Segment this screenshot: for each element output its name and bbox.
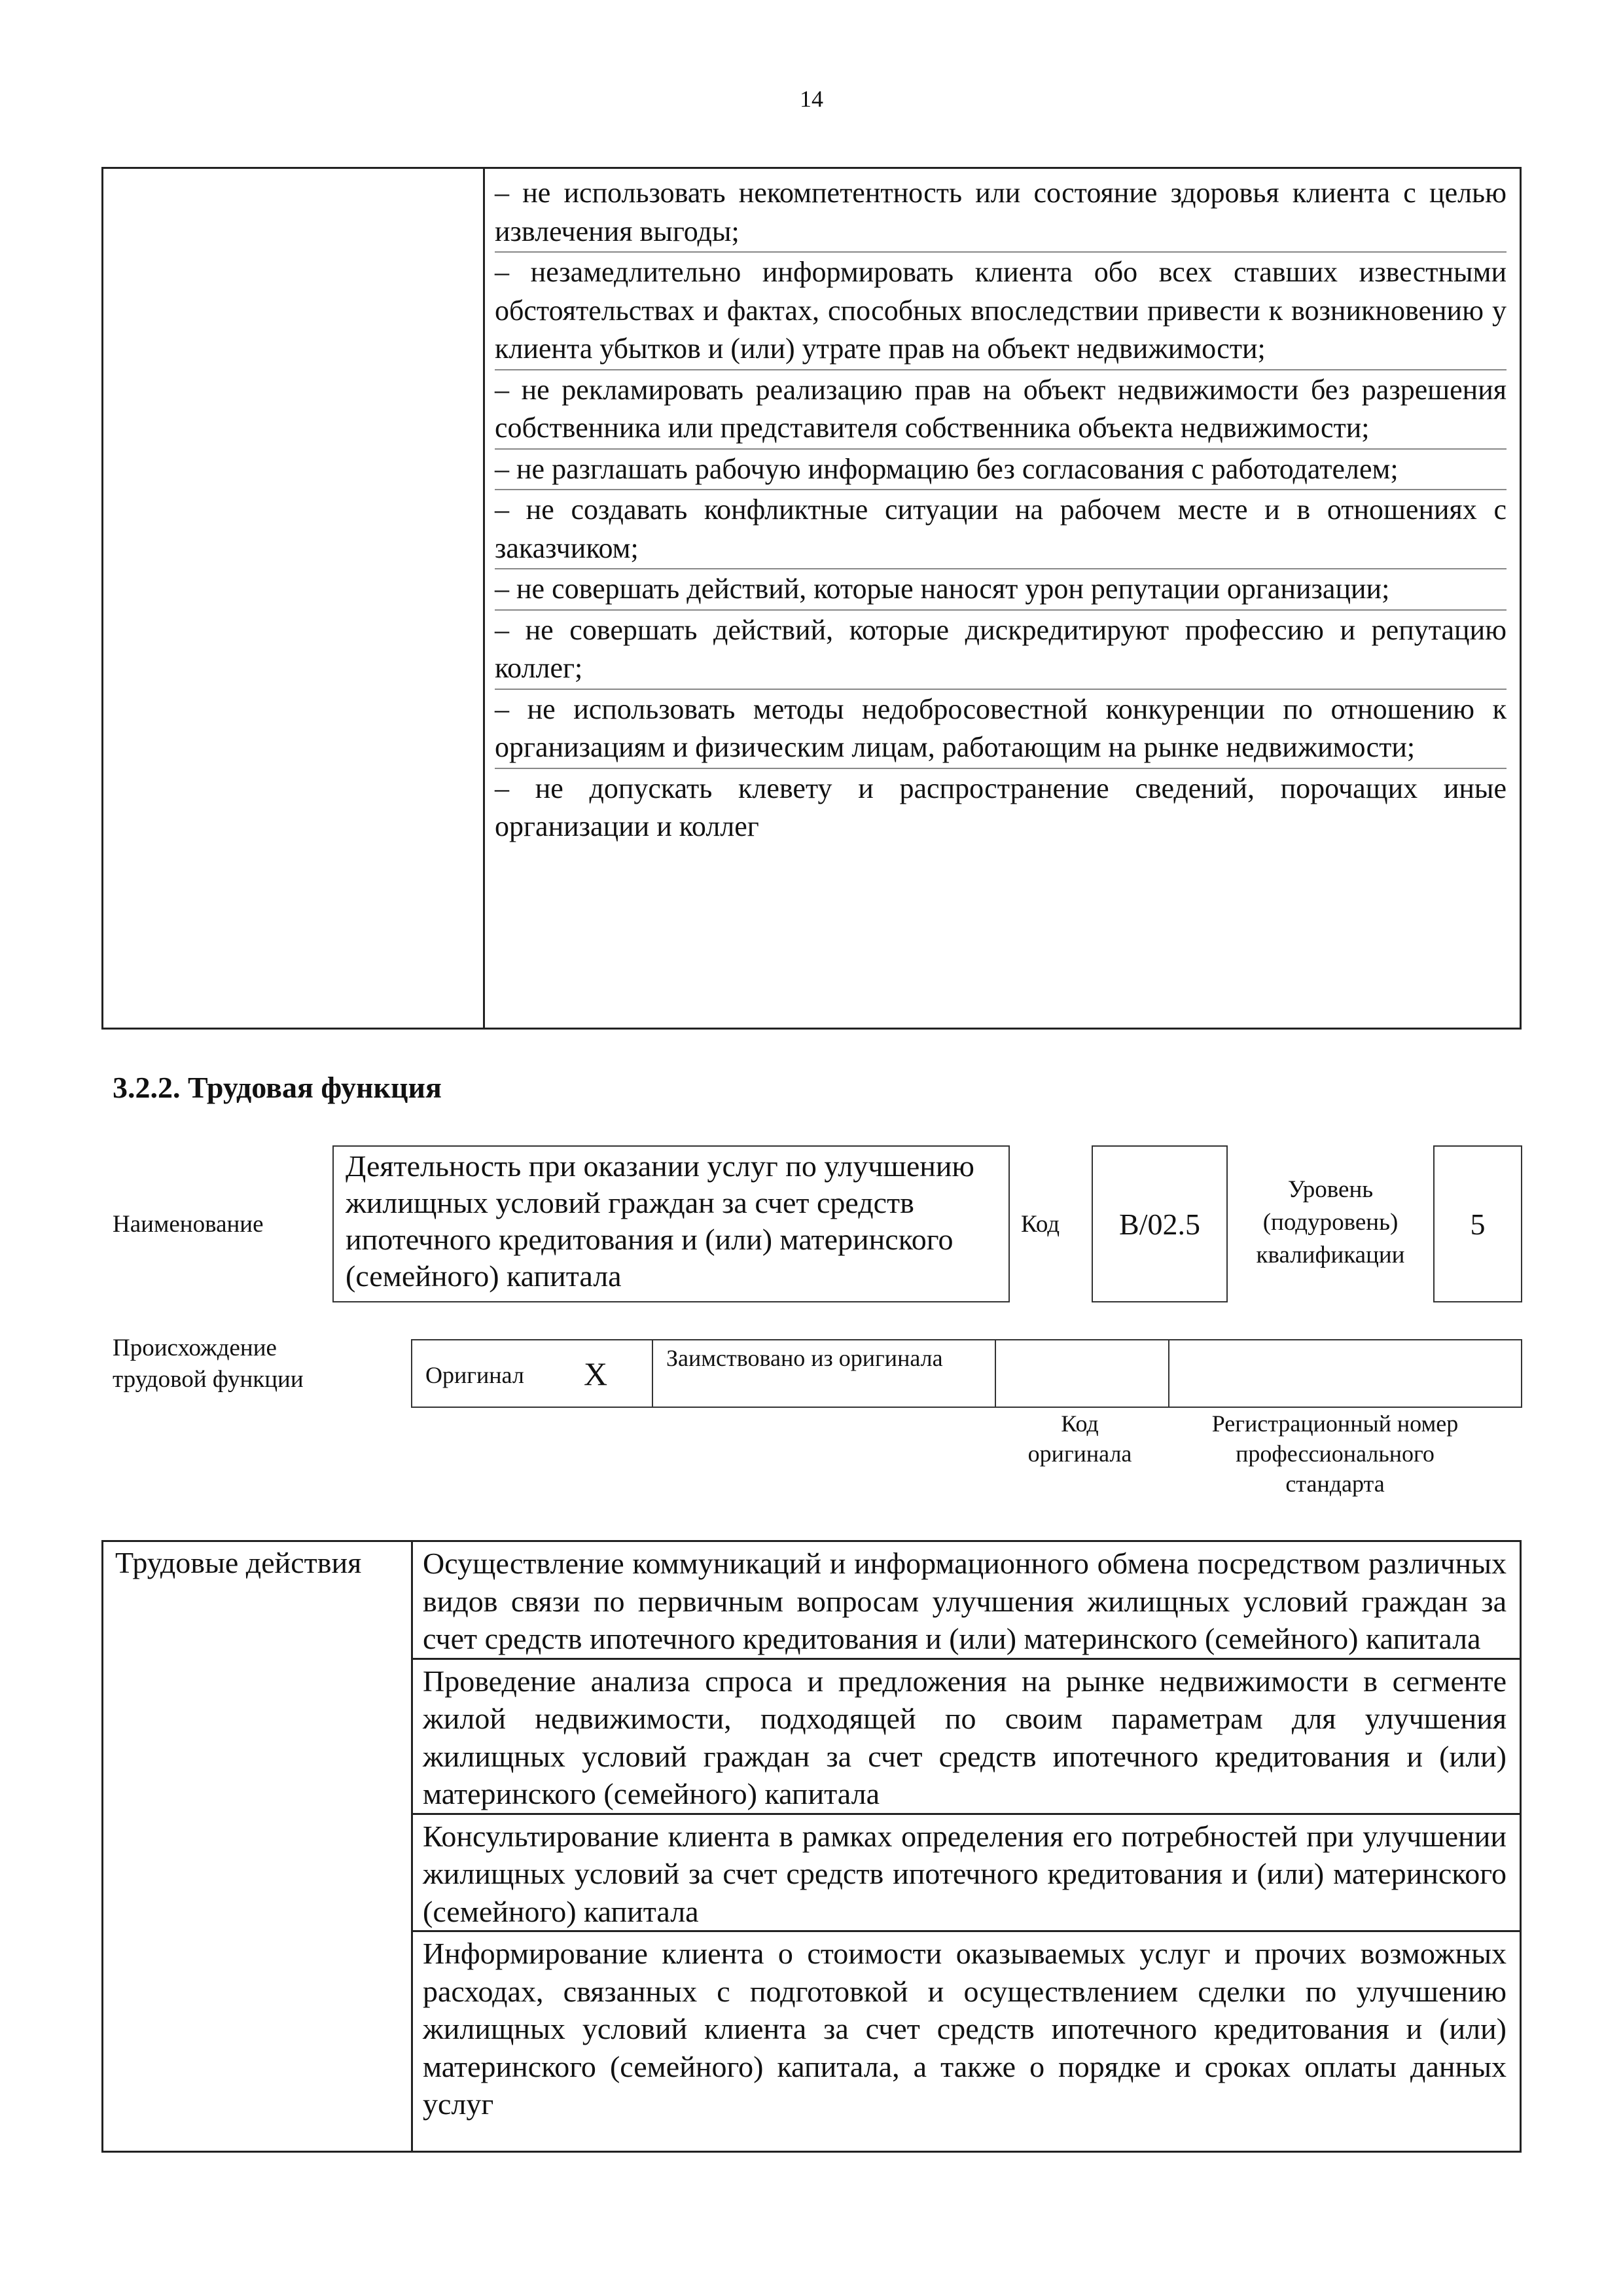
table-row: Проведение анализа спроса и предложения на рынке недвижимости в сегменте жилой недвижимости, подходящей по своим параметрам для улучшения жилищных условий граждан за счет средств ипотечного кредитования и (или) материнского (семейного) капитала xyxy=(411,1660,1520,1815)
labor-actions-header: Трудовые действия xyxy=(115,1546,362,1579)
code-caption: Код оригинала xyxy=(1027,1410,1132,1467)
labor-actions-cells xyxy=(411,1542,1520,2123)
list-item: – незамедлительно информировать клиента обо всех ставших известными обстоятельствах и фактах, способных впоследствии привести к возникновению у клиента убытков и (или) утрате прав на объект недвижимости; xyxy=(495,253,1507,370)
code-label: Код xyxy=(1021,1211,1060,1238)
table-row: Консультирование клиента в рамках определения его потребностей при улучшении жилищных условий за счет средств ипотечного кредитования и (или) материнского (семейного) капитала xyxy=(411,1815,1520,1933)
level-box xyxy=(1433,1145,1522,1302)
page-number: 14 xyxy=(800,86,823,112)
ethics-cell xyxy=(495,174,1507,848)
level-label: Уровень (подуровень) квалификации xyxy=(1256,1176,1405,1268)
name-label: Наименование xyxy=(113,1211,264,1238)
list-item: – не допускать клевету и распространение сведений, порочащих иные организации и коллег xyxy=(495,772,1507,842)
list-item: – не создавать конфликтные ситуации на рабочем месте и в отношениях с заказчиком; xyxy=(495,491,1507,569)
borrowed-label: Заимствовано из оригинала xyxy=(666,1345,943,1371)
table-row: Информирование клиента о стоимости оказываемых услуг и прочих возможных расходах, связанных с подготовкой и осуществлением сделки по улучшению жилищных условий клиента за счет средств ипотечного кредитования и (или) материнского (семейного) капитала, а также о порядке и сроках оплаты данных услуг xyxy=(423,1937,1507,2121)
list-item: – не совершать действий, которые дискредитируют профессию и репутацию коллег; xyxy=(495,611,1507,690)
list-item: – не использовать некомпетентность или состояние здоровья клиента с целью извлечения выгоды; xyxy=(495,174,1507,253)
cell-divider xyxy=(995,1340,996,1407)
original-mark: X xyxy=(584,1355,608,1392)
function-name-box: Деятельность при оказании услуг по улучшению жилищных условий граждан за счет средств ипотечного кредитования и (или) материнского (семейного) капитала xyxy=(332,1145,1010,1302)
list-item: – не рекламировать реализацию прав на объект недвижимости без разрешения собственника или представителя собственника объекта недвижимости; xyxy=(495,371,1507,450)
table-divider xyxy=(483,169,485,1028)
list-item: – не использовать методы недобросовестной конкуренции по отношению к организациям и физическим лицам, работающим на рынке недвижимости; xyxy=(495,691,1507,769)
list-item: – не разглашать рабочую информацию без согласования с работодателем; xyxy=(495,450,1507,491)
original-label: Оригинал xyxy=(425,1362,524,1388)
origin-row xyxy=(411,1339,1522,1408)
level-value: 5 xyxy=(1470,1207,1486,1241)
labor-actions-table xyxy=(101,1540,1522,2153)
function-code-value: B/02.5 xyxy=(1119,1207,1200,1241)
cell-divider xyxy=(1168,1340,1169,1407)
function-code-box xyxy=(1092,1145,1228,1302)
section-title: 3.2.2. Трудовая функция xyxy=(113,1071,442,1104)
list-item: – не совершать действий, которые наносят урон репутации организации; xyxy=(495,570,1507,611)
cell-divider xyxy=(652,1340,653,1407)
reg-caption: Регистрационный номер профессионального стандарта xyxy=(1211,1410,1459,1497)
ethics-table xyxy=(101,167,1522,1030)
origin-label: Происхождение трудовой функции xyxy=(113,1335,304,1393)
table-row: Осуществление коммуникаций и информационного обмена посредством различных видов связи по первичным вопросам улучшения жилищных условий граждан за счет средств ипотечного кредитования и (или) материнского (семейного) капитала xyxy=(411,1542,1520,1660)
